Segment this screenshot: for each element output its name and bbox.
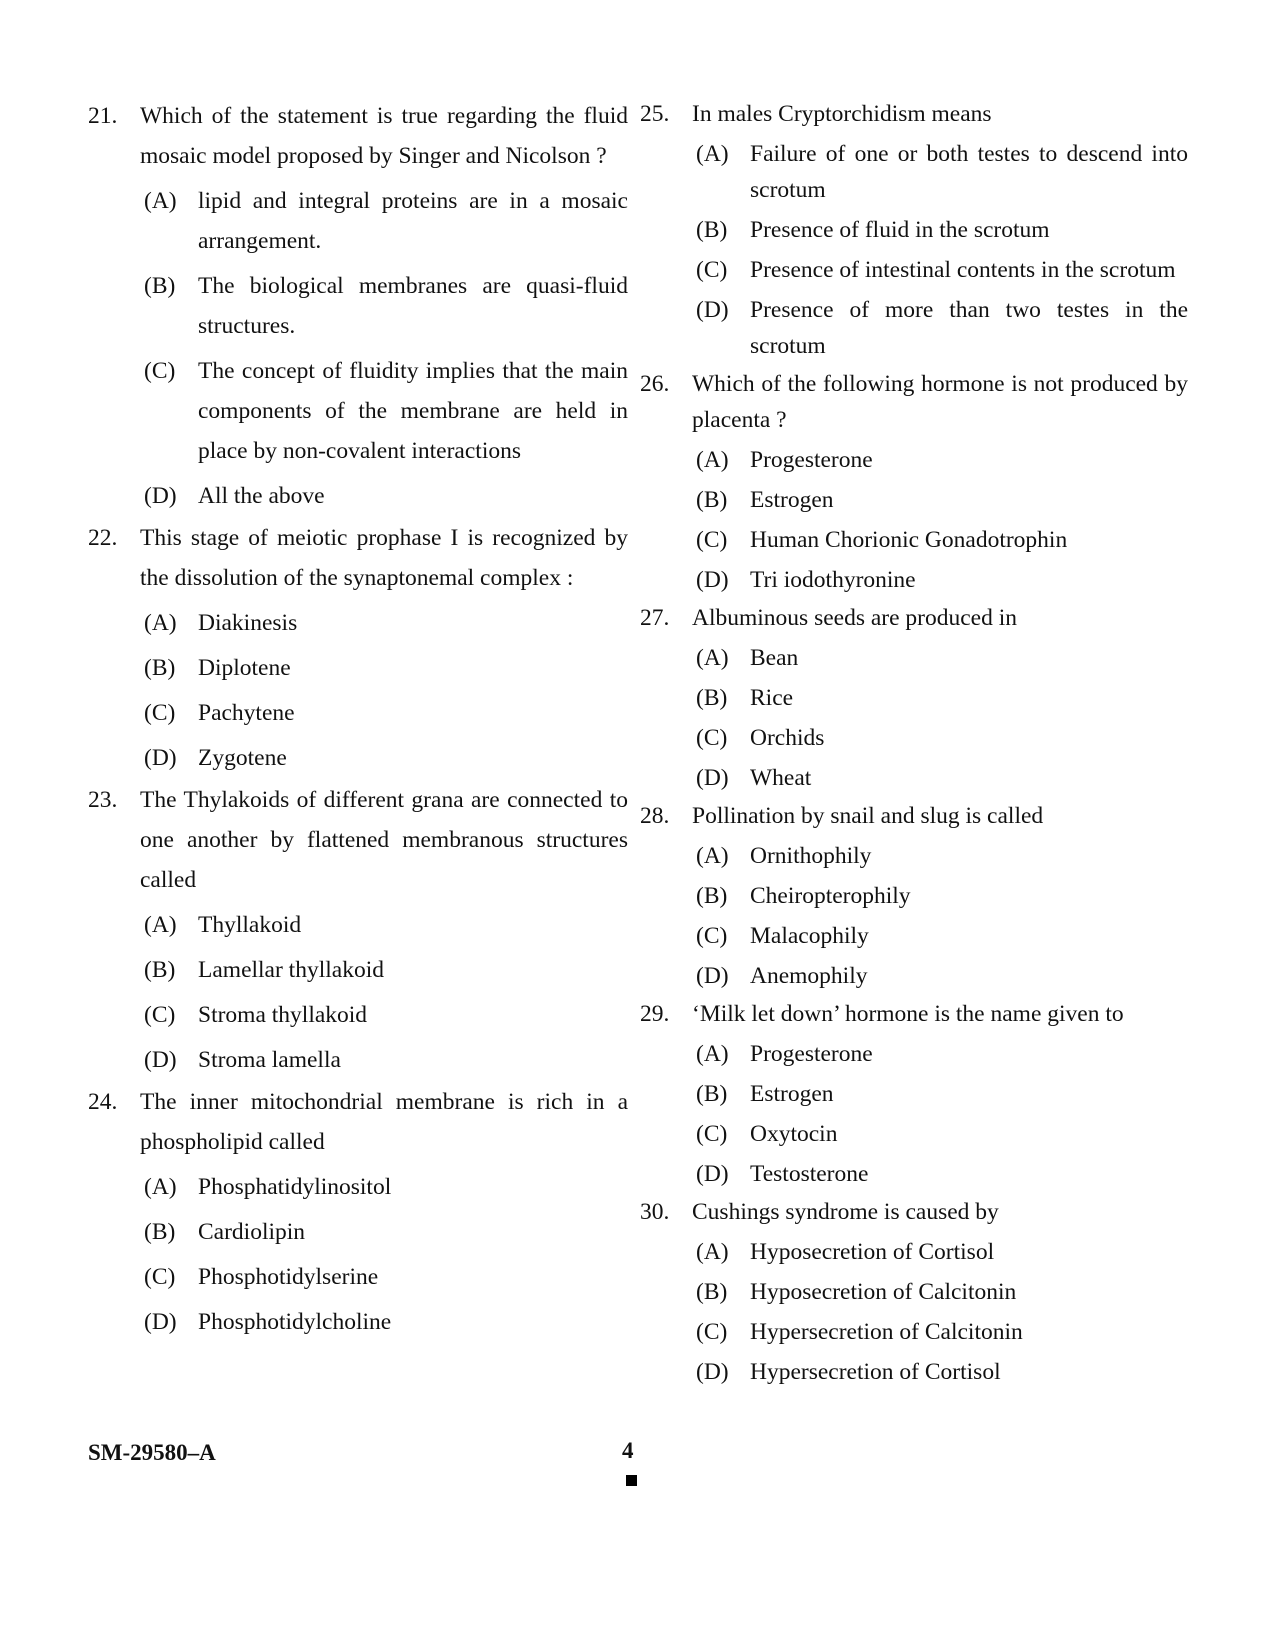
option-label: (C): [696, 257, 728, 283]
option-label: (D): [696, 1161, 729, 1187]
question-text: This stage of meiotic prophase I is recognized by the dissolution of the synaptonemal complex :: [140, 525, 628, 591]
option: [88, 266, 628, 346]
question-text: The Thylakoids of different grana are connected to one another by flattened membranous structures called: [140, 787, 628, 893]
option: [88, 693, 628, 733]
option-text: Estrogen: [750, 1081, 834, 1107]
option-text: Phosphotidylserine: [198, 1264, 379, 1290]
option-text: Human Chorionic Gonadotrophin: [750, 527, 1068, 553]
option-label: (D): [144, 483, 177, 509]
option-text: Ornithophily: [750, 843, 872, 869]
option-label: (C): [696, 1121, 728, 1147]
option-label: (B): [144, 1219, 176, 1245]
option-text: Thyllakoid: [198, 912, 302, 938]
option-label: (A): [144, 610, 177, 636]
option-label: (C): [144, 700, 176, 726]
right-column: [640, 96, 1188, 1390]
question-number: 30.: [640, 1199, 670, 1225]
question-number: 25.: [640, 101, 670, 127]
question-number: 27.: [640, 605, 670, 631]
option-label: (C): [144, 1002, 176, 1028]
option-text: Diplotene: [198, 655, 291, 681]
option-text: Progesterone: [750, 1041, 873, 1067]
option-label: (C): [696, 527, 728, 553]
option-label: (D): [696, 765, 729, 791]
option-text: Hypersecretion of Cortisol: [750, 1359, 1001, 1385]
page-number: 4: [622, 1438, 634, 1463]
option-label: (A): [696, 447, 729, 473]
option-label: (C): [696, 923, 728, 949]
option: [640, 838, 1188, 874]
option-text: Rice: [750, 685, 794, 711]
question-number: 28.: [640, 803, 670, 829]
option: [88, 905, 628, 945]
option-text: Anemophily: [750, 963, 868, 989]
option-text: Presence of fluid in the scrotum: [750, 217, 1050, 243]
option-text: Hyposecretion of Calcitonin: [750, 1279, 1017, 1305]
question-23: [88, 780, 628, 900]
square-mark-icon: [626, 1475, 637, 1486]
option: [88, 1167, 628, 1207]
option-label: (D): [696, 963, 729, 989]
option-label: (B): [696, 487, 728, 513]
question-text: Cushings syndrome is caused by: [692, 1199, 999, 1225]
question-number: 26.: [640, 371, 670, 397]
option-text: Wheat: [750, 765, 812, 791]
option: [640, 212, 1188, 248]
option-text: The biological membranes are quasi-fluid structures.: [198, 273, 628, 339]
option: [88, 1212, 628, 1252]
document-code: SM-29580–A: [88, 1440, 216, 1465]
option-label: (A): [144, 1174, 177, 1200]
option-text: Progesterone: [750, 447, 873, 473]
option-text: Lamellar thyllakoid: [198, 957, 384, 983]
option-text: Bean: [750, 645, 799, 671]
option: [88, 476, 628, 516]
option-text: Tri iodothyronine: [750, 567, 916, 593]
option-label: (A): [696, 645, 729, 671]
option-text: Hypersecretion of Calcitonin: [750, 1319, 1023, 1345]
option-label: (D): [696, 567, 729, 593]
option: [640, 1354, 1188, 1390]
question-21: [88, 96, 628, 176]
option: [88, 181, 628, 261]
option-label: (B): [144, 957, 176, 983]
question-27: [640, 600, 1188, 636]
question-25: [640, 96, 1188, 132]
option: [640, 1274, 1188, 1310]
option-text: Estrogen: [750, 487, 834, 513]
question-number: 23.: [88, 787, 118, 813]
question-number: 24.: [88, 1089, 118, 1115]
option: [88, 603, 628, 643]
option: [640, 918, 1188, 954]
option: [88, 648, 628, 688]
option-text: Cardiolipin: [198, 1219, 306, 1245]
option: [640, 760, 1188, 796]
question-22: [88, 518, 628, 598]
option-label: (B): [144, 273, 176, 299]
option-label: (A): [696, 1239, 729, 1265]
option: [640, 442, 1188, 478]
option-label: (C): [696, 1319, 728, 1345]
question-text: Which of the following hormone is not produced by placenta ?: [692, 371, 1188, 433]
option: [88, 1257, 628, 1297]
option-text: Oxytocin: [750, 1121, 838, 1147]
option-text: Cheiropterophily: [750, 883, 911, 909]
option-label: (B): [144, 655, 176, 681]
option-text: Malacophily: [750, 923, 869, 949]
option-text: The concept of fluidity implies that the main components of the membrane are held in place by non-covalent interactions: [198, 358, 628, 464]
option-text: Diakinesis: [198, 610, 298, 636]
option: [640, 878, 1188, 914]
option-label: (A): [696, 843, 729, 869]
option-label: (A): [144, 912, 177, 938]
question-24: [88, 1082, 628, 1162]
option-text: Phosphatidylinositol: [198, 1174, 392, 1200]
option-label: (B): [696, 1279, 728, 1305]
question-text: Which of the statement is true regarding the fluid mosaic model proposed by Singer and Nicolson ?: [140, 103, 628, 169]
option-label: (D): [144, 1309, 177, 1335]
option-label: (C): [696, 725, 728, 751]
option-text: Testosterone: [750, 1161, 869, 1187]
option: [640, 680, 1188, 716]
option: [88, 351, 628, 471]
option: [640, 482, 1188, 518]
question-29: [640, 996, 1188, 1032]
option-label: (D): [144, 745, 177, 771]
question-26: [640, 366, 1188, 438]
option: [640, 562, 1188, 598]
option-text: Presence of more than two testes in the scrotum: [750, 297, 1188, 359]
option: [640, 1156, 1188, 1192]
option-text: Stroma thyllakoid: [198, 1002, 368, 1028]
option-label: (A): [696, 141, 729, 167]
option: [88, 995, 628, 1035]
option-text: All the above: [198, 483, 325, 509]
option: [640, 958, 1188, 994]
option: [640, 1116, 1188, 1152]
question-number: 21.: [88, 103, 118, 129]
option-text: Zygotene: [198, 745, 287, 771]
left-column: [88, 96, 628, 1342]
option: [88, 738, 628, 778]
option: [640, 1314, 1188, 1350]
option-text: Pachytene: [198, 700, 295, 726]
option: [640, 1234, 1188, 1270]
option: [88, 1302, 628, 1342]
question-28: [640, 798, 1188, 834]
option: [640, 522, 1188, 558]
option-label: (B): [696, 1081, 728, 1107]
question-text: In males Cryptorchidism means: [692, 101, 992, 127]
option-text: Orchids: [750, 725, 825, 751]
option-label: (D): [696, 1359, 729, 1385]
option: [640, 640, 1188, 676]
option-text: Failure of one or both testes to descend into scrotum: [750, 141, 1188, 203]
question-text: Pollination by snail and slug is called: [692, 803, 1044, 829]
option-label: (B): [696, 883, 728, 909]
option-label: (A): [144, 188, 177, 214]
option: [640, 1076, 1188, 1112]
option-text: Presence of intestinal contents in the scrotum: [750, 257, 1176, 283]
option-label: (B): [696, 217, 728, 243]
question-number: 29.: [640, 1001, 670, 1027]
option: [640, 136, 1188, 208]
option-text: Stroma lamella: [198, 1047, 341, 1073]
option: [640, 720, 1188, 756]
question-30: [640, 1194, 1188, 1230]
option-text: Hyposecretion of Cortisol: [750, 1239, 995, 1265]
option-label: (C): [144, 1264, 176, 1290]
option-label: (D): [696, 297, 729, 323]
option-text: lipid and integral proteins are in a mosaic arrangement.: [198, 188, 628, 254]
option-label: (A): [696, 1041, 729, 1067]
option: [640, 292, 1188, 364]
option-label: (B): [696, 685, 728, 711]
question-text: ‘Milk let down’ hormone is the name given to: [692, 1001, 1124, 1027]
option-label: (D): [144, 1047, 177, 1073]
option: [88, 950, 628, 990]
option-text: Phosphotidylcholine: [198, 1309, 392, 1335]
question-number: 22.: [88, 525, 118, 551]
option: [640, 252, 1188, 288]
option: [640, 1036, 1188, 1072]
question-text: The inner mitochondrial membrane is rich in a phospholipid called: [140, 1089, 628, 1155]
option-label: (C): [144, 358, 176, 384]
option: [88, 1040, 628, 1080]
question-text: Albuminous seeds are produced in: [692, 605, 1018, 631]
